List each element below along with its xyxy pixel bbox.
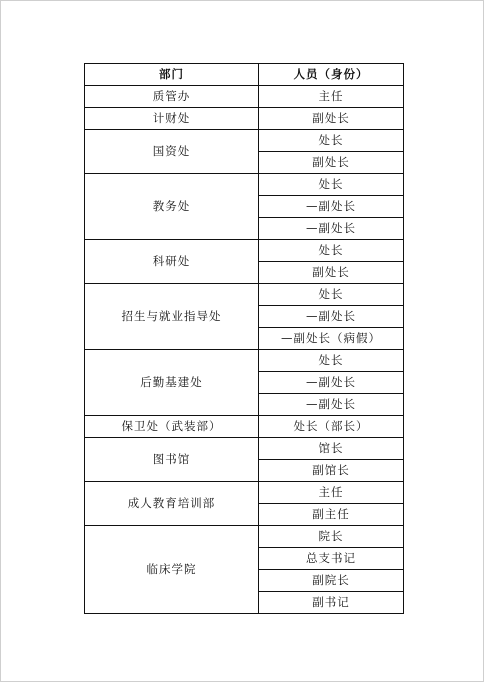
table-row bbox=[85, 108, 404, 130]
role-cell: 副书记 bbox=[259, 592, 404, 614]
department-cell: 成人教育培训部 bbox=[85, 482, 259, 526]
department-cell: 后勤基建处 bbox=[85, 350, 259, 416]
table-row bbox=[85, 174, 404, 196]
department-cell: 临床学院 bbox=[85, 526, 259, 614]
department-cell: 计财处 bbox=[85, 108, 259, 130]
department-cell: 质管办 bbox=[85, 86, 259, 108]
table-row bbox=[85, 416, 404, 438]
department-cell: 科研处 bbox=[85, 240, 259, 284]
table-row bbox=[85, 526, 404, 548]
table-row bbox=[85, 240, 404, 262]
role-cell: 副处长 bbox=[259, 262, 404, 284]
role-cell: 馆长 bbox=[259, 438, 404, 460]
role-cell: 处长 bbox=[259, 130, 404, 152]
role-cell: 副处长 bbox=[259, 152, 404, 174]
role-cell: 副院长 bbox=[259, 570, 404, 592]
department-cell: 教务处 bbox=[85, 174, 259, 240]
role-cell: 副处长 bbox=[259, 108, 404, 130]
role-cell: —副处长 bbox=[259, 394, 404, 416]
role-cell: —副处长 bbox=[259, 196, 404, 218]
role-cell: 总支书记 bbox=[259, 548, 404, 570]
header-department: 部门 bbox=[85, 64, 259, 86]
role-cell: —副处长 bbox=[259, 372, 404, 394]
department-cell: 图书馆 bbox=[85, 438, 259, 482]
role-cell: 处长（部长） bbox=[259, 416, 404, 438]
role-cell: 处长 bbox=[259, 174, 404, 196]
role-cell: 副馆长 bbox=[259, 460, 404, 482]
department-cell: 国资处 bbox=[85, 130, 259, 174]
role-cell: 主任 bbox=[259, 482, 404, 504]
staff-table bbox=[84, 63, 404, 614]
department-cell: 招生与就业指导处 bbox=[85, 284, 259, 350]
table-row bbox=[85, 130, 404, 152]
role-cell: —副处长（病假） bbox=[259, 328, 404, 350]
role-cell: 处长 bbox=[259, 240, 404, 262]
table-row bbox=[85, 438, 404, 460]
role-cell: 处长 bbox=[259, 284, 404, 306]
role-cell: 处长 bbox=[259, 350, 404, 372]
table-row bbox=[85, 482, 404, 504]
role-cell: —副处长 bbox=[259, 218, 404, 240]
table-header-row bbox=[85, 64, 404, 86]
role-cell: 主任 bbox=[259, 86, 404, 108]
table-row bbox=[85, 350, 404, 372]
department-cell: 保卫处（武装部） bbox=[85, 416, 259, 438]
table-body bbox=[85, 86, 404, 614]
role-cell: 院长 bbox=[259, 526, 404, 548]
table-row bbox=[85, 86, 404, 108]
table-row bbox=[85, 284, 404, 306]
header-personnel-role: 人员（身份） bbox=[259, 64, 404, 86]
role-cell: —副处长 bbox=[259, 306, 404, 328]
role-cell: 副主任 bbox=[259, 504, 404, 526]
